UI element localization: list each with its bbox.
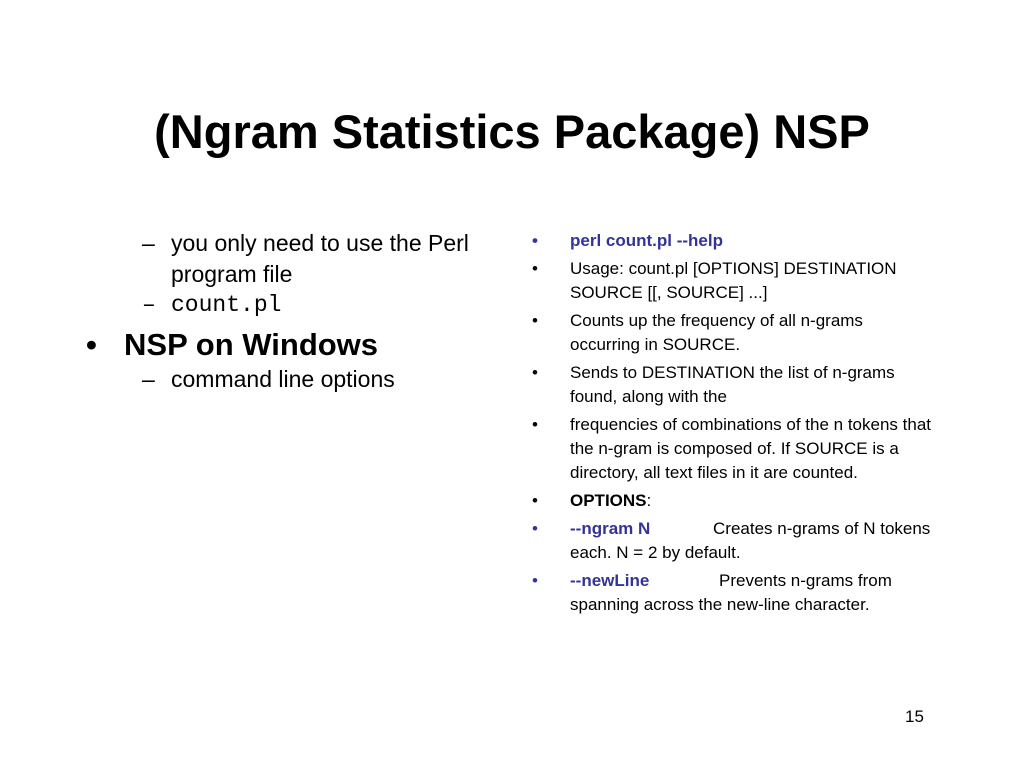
ngram-description: Creates n-grams of N tokens each. N = 2 by default. [570, 519, 931, 562]
bullet-marker: • [532, 519, 538, 538]
right-item-ngram [532, 517, 932, 565]
right-item-sends [532, 361, 932, 409]
dash-marker: – [142, 366, 155, 392]
right-column [532, 229, 932, 621]
bullet-marker: • [532, 259, 538, 278]
ngram-flag: --ngram N [570, 519, 651, 538]
left-sub-item-count-pl [86, 290, 486, 321]
page-number: 15 [905, 707, 924, 726]
help-command: perl count.pl --help [570, 231, 723, 250]
bullet-marker: • [532, 491, 538, 510]
left-main-item-nsp-windows [86, 325, 486, 364]
options-label: OPTIONS [570, 491, 647, 510]
left-sub-item-command-line [86, 364, 486, 395]
left-column [86, 228, 486, 395]
bullet-marker: • [532, 311, 538, 330]
left-main-text: NSP on Windows [124, 327, 379, 362]
options-colon: : [646, 491, 652, 510]
left-sub-text: you only need to use the Perl program file [171, 230, 469, 287]
counts-text: Counts up the frequency of all n-grams occurring in SOURCE. [570, 311, 863, 354]
bullet-marker: • [532, 363, 538, 382]
sends-text: Sends to DESTINATION the list of n-grams found, along with the [570, 363, 895, 406]
dash-marker: – [142, 230, 155, 256]
right-item-help [532, 229, 932, 253]
bullet-marker: • [532, 231, 538, 250]
frequencies-text: frequencies of combinations of the n tokens that the n-gram is composed of. If SOURCE is a directory, all text files in it are counted. [570, 415, 932, 482]
right-item-newline [532, 569, 932, 617]
left-sub-item-perl-file [86, 228, 486, 290]
right-item-frequencies [532, 413, 932, 485]
dash-marker: – [142, 292, 156, 318]
right-item-usage [532, 257, 932, 305]
bullet-marker: • [532, 571, 538, 590]
slide-title: (Ngram Statistics Package) NSP [154, 105, 870, 158]
left-sub-text: count.pl [171, 292, 282, 318]
bullet-marker: • [532, 415, 538, 434]
left-sub-text: command line options [171, 366, 395, 392]
usage-text: Usage: count.pl [OPTIONS] DESTINATION SOURCE [[, SOURCE] ...] [570, 259, 897, 302]
bullet-marker: • [86, 327, 97, 362]
newline-flag: --newLine [570, 571, 650, 590]
right-item-options [532, 489, 932, 513]
newline-description: Prevents n-grams from spanning across the new-line character. [570, 571, 892, 614]
right-item-counts [532, 309, 932, 357]
